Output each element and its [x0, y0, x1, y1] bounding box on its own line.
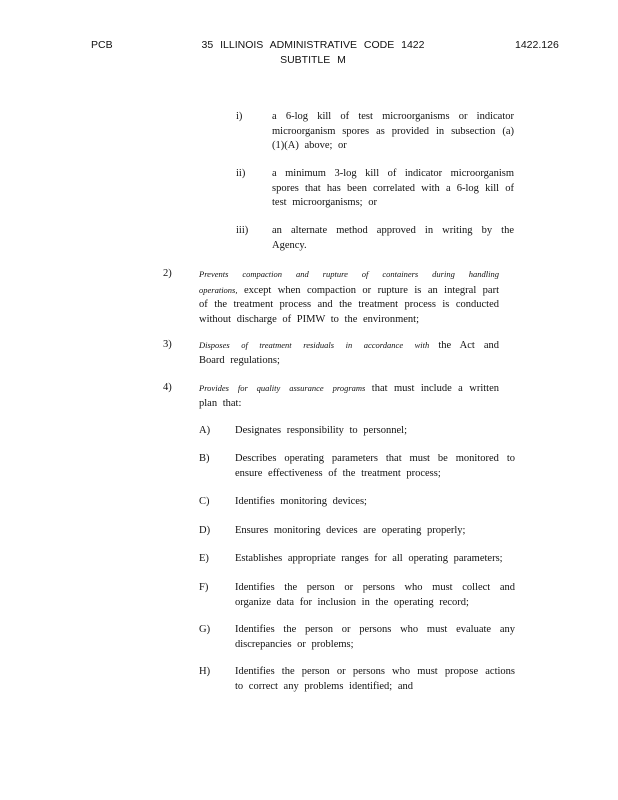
item-label: C)	[199, 496, 210, 507]
item-italic-text: Provides for quality assurance programs	[199, 383, 366, 393]
item-text: Designates responsibility to personnel;	[235, 425, 408, 436]
header-title: 35 ILLINOIS ADMINISTRATIVE CODE 1422	[201, 39, 425, 51]
item-body	[199, 381, 499, 411]
item-text: a 6-log kill of test microorganisms or indicator microorganism spores as provided in subsection (a)(1)(A) above; or	[272, 111, 514, 151]
item-text: Describes operating parameters that must be monitored to ensure effectiveness of the treatment process;	[235, 453, 515, 479]
item-text: that must include a written plan that:	[199, 383, 499, 409]
item-text: Identifies monitoring devices;	[235, 496, 367, 507]
item-label: H)	[199, 666, 211, 677]
item-text: Ensures monitoring devices are operating properly;	[235, 525, 466, 536]
item-italic-text: Prevents compaction and rupture of containers during handling operations,	[199, 269, 499, 295]
item-label: D)	[199, 525, 211, 536]
header-center	[188, 38, 438, 67]
header-left: PCB	[91, 39, 113, 51]
item-label: 4)	[163, 382, 172, 393]
item-text: a minimum 3-log kill of indicator microorganism spores that has been correlated with a 6-log kill of test microorganisms; or	[272, 168, 514, 208]
item-text: except when compaction or rupture is an integral part of the treatment process and the treatment process is conducted without discharge of PIMW to the environment;	[199, 284, 500, 325]
item-label: iii)	[236, 225, 249, 236]
item-text: Identifies the person or persons who must evaluate any discrepancies or problems;	[235, 624, 515, 650]
item-text: the Act and Board regulations;	[199, 340, 499, 366]
item-label: 2)	[163, 268, 172, 279]
item-label: 3)	[163, 339, 172, 350]
item-body	[199, 338, 499, 368]
item-text: Identifies the person or persons who must propose actions to correct any problems identified; and	[235, 666, 515, 692]
item-italic-text: Disposes of treatment residuals in accordance with	[199, 340, 430, 350]
item-label: B)	[199, 453, 210, 464]
item-label: A)	[199, 425, 211, 436]
item-label: ii)	[236, 168, 246, 179]
item-label: E)	[199, 553, 209, 564]
header-subtitle: SUBTITLE M	[280, 53, 346, 66]
header-section-number: 1422.126	[515, 39, 559, 51]
item-body	[199, 267, 499, 327]
item-label: i)	[236, 111, 243, 122]
item-text: Identifies the person or persons who must collect and organize data for inclusion in the operating record;	[235, 582, 515, 608]
item-label: G)	[199, 624, 211, 635]
item-label: F)	[199, 582, 209, 593]
item-text: Establishes appropriate ranges for all operating parameters;	[235, 553, 503, 564]
item-text: an alternate method approved in writing by the Agency.	[272, 225, 514, 251]
